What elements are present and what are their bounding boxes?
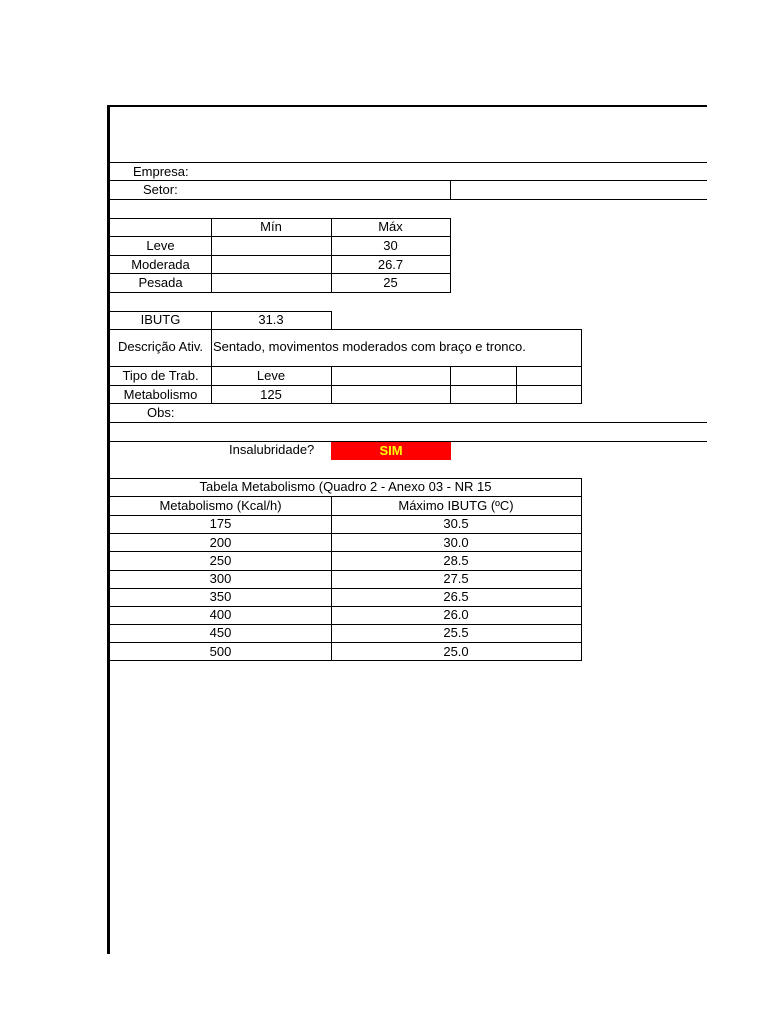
limits-max-pesada: 25 xyxy=(383,275,398,290)
insalubridade-label: Insalubridade? xyxy=(229,442,315,457)
tipo-trab-label: Tipo de Trab. xyxy=(122,368,199,383)
ibutg-value: 31.3 xyxy=(258,312,284,327)
metab-row-ibutg: 26.5 xyxy=(443,589,469,604)
insalubridade-badge: SIM xyxy=(331,442,451,460)
metab-row-metab: 450 xyxy=(209,625,232,640)
tipo-trab-value: Leve xyxy=(256,368,286,383)
metab-row-metab: 350 xyxy=(209,589,232,604)
metab-table-title: Tabela Metabolismo (Quadro 2 - Anexo 03 - NR 15 xyxy=(199,479,492,494)
metab-row-ibutg: 25.0 xyxy=(443,644,469,659)
descricao-label: Descrição Ativ. xyxy=(117,339,203,354)
empresa-label: Empresa: xyxy=(133,164,189,179)
descricao-value: Sentado, movimentos moderados com braço e tronco. xyxy=(213,339,526,354)
limits-label-pesada: Pesada xyxy=(138,275,183,290)
limits-min-leve xyxy=(211,237,331,255)
metab-row-metab: 250 xyxy=(209,553,232,568)
metab-row-metab: 300 xyxy=(209,571,232,586)
limits-max-moderada: 26.7 xyxy=(377,257,404,272)
limits-col-min: Mín xyxy=(260,219,282,234)
limits-min-moderada xyxy=(211,256,331,274)
obs-label: Obs: xyxy=(147,405,175,420)
metab-row-ibutg: 26.0 xyxy=(443,607,469,622)
metab-table-col-metabolismo: Metabolismo (Kcal/h) xyxy=(159,498,282,513)
metabolismo-label: Metabolismo xyxy=(123,387,198,402)
metab-row-ibutg: 27.5 xyxy=(443,571,469,586)
limits-col-max: Máx xyxy=(378,219,403,234)
metab-row-ibutg: 30.5 xyxy=(443,516,469,531)
limits-min-pesada xyxy=(211,274,331,292)
metab-row-ibutg: 25.5 xyxy=(443,625,469,640)
metab-row-ibutg: 28.5 xyxy=(443,553,469,568)
metab-row-metab: 175 xyxy=(209,516,232,531)
ibutg-label: IBUTG xyxy=(140,312,181,327)
limits-label-leve: Leve xyxy=(146,238,175,253)
limits-max-leve: 30 xyxy=(383,238,398,253)
limits-label-moderada: Moderada xyxy=(131,257,190,272)
setor-label: Setor: xyxy=(143,182,178,197)
metab-table-col-ibutg: Máximo IBUTG (ºC) xyxy=(398,498,514,513)
metab-row-metab: 500 xyxy=(209,644,232,659)
metab-row-metab: 200 xyxy=(209,535,232,550)
metab-row-ibutg: 30.0 xyxy=(443,535,469,550)
sheet-top-border xyxy=(107,105,707,107)
metab-row-metab: 400 xyxy=(209,607,232,622)
metabolismo-value: 125 xyxy=(260,387,282,402)
